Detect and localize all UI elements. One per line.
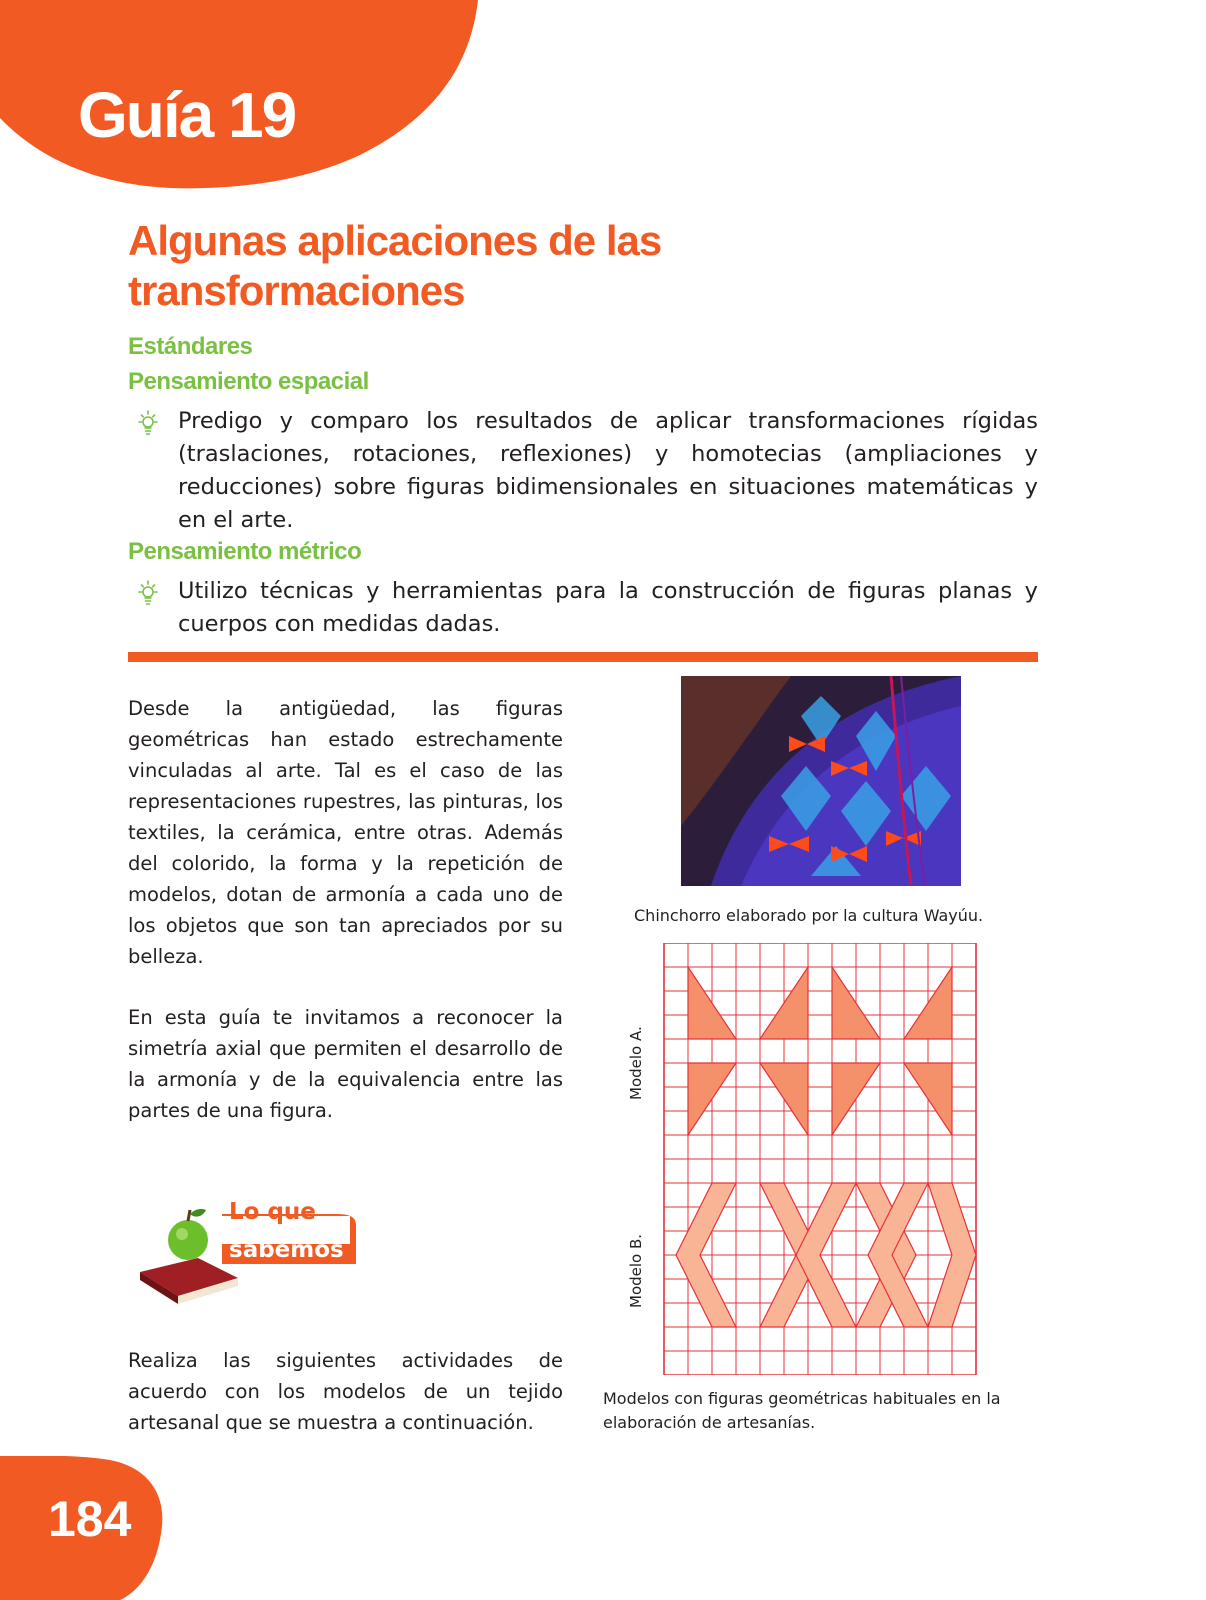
lightbulb-icon [136, 408, 160, 438]
textile-photo [681, 676, 961, 886]
grid-caption: Modelos con figuras geométricas habituales en la elaboración de artesanías. [603, 1389, 1001, 1432]
badge-text-line-1: Lo que [229, 1199, 316, 1225]
standard-item-metric: Utilizo técnicas y herramientas para la construcción de figuras planas y cuerpos con medidas dadas. [178, 578, 1038, 637]
page-title-line-1: Algunas aplicaciones de las [128, 217, 662, 264]
intro-paragraph-1: Desde la antigüedad, las figuras geométricas han estado estrechamente vinculadas al arte. Tal es el caso de las representaciones rupestres, las pinturas, los textiles, la cerámica, entre otras. Además del colorido, la forma y la repetición de modelos, dotan de armonía a cada uno de los objetos que son tan apreciados por su belleza. [128, 697, 563, 968]
section-divider [128, 652, 1038, 662]
standards-heading: Estándares [128, 333, 253, 360]
standard-item-spatial: Predigo y comparo los resultados de aplicar transformaciones rígidas (traslaciones, rotaciones, reflexiones) y homotecias (ampliaciones y reducciones) sobre figuras bidimensionales en situaciones matemáticas y en el arte. [178, 408, 1038, 533]
model-a-label: Modelo A. [627, 1026, 645, 1100]
book-icon [140, 1258, 238, 1304]
photo-caption: Chinchorro elaborado por la cultura Wayúu. [634, 906, 984, 925]
page-title [128, 216, 828, 316]
model-b-label: Modelo B. [627, 1233, 645, 1308]
standard-group-heading-spatial: Pensamiento espacial [128, 368, 369, 395]
activity-instructions: Realiza las siguientes actividades de acuerdo con los modelos de un tejido artesanal que se muestra a continuación. [128, 1349, 563, 1434]
pattern-grid [660, 943, 980, 1375]
guide-title: Guía 19 [78, 79, 296, 151]
intro-paragraph-2: En esta guía te invitamos a reconocer la simetría axial que permiten el desarrollo de la armonía y de la equivalencia entre las partes de una figura. [128, 1006, 563, 1122]
standard-group-heading-metric: Pensamiento métrico [128, 538, 362, 565]
model-a-shapes [688, 967, 952, 1135]
lightbulb-icon [136, 578, 160, 608]
badge-text-line-2: sabemos [229, 1237, 344, 1263]
page-number: 184 [48, 1491, 132, 1547]
page-title-line-2: transformaciones [128, 267, 465, 314]
apple-icon [168, 1209, 208, 1260]
